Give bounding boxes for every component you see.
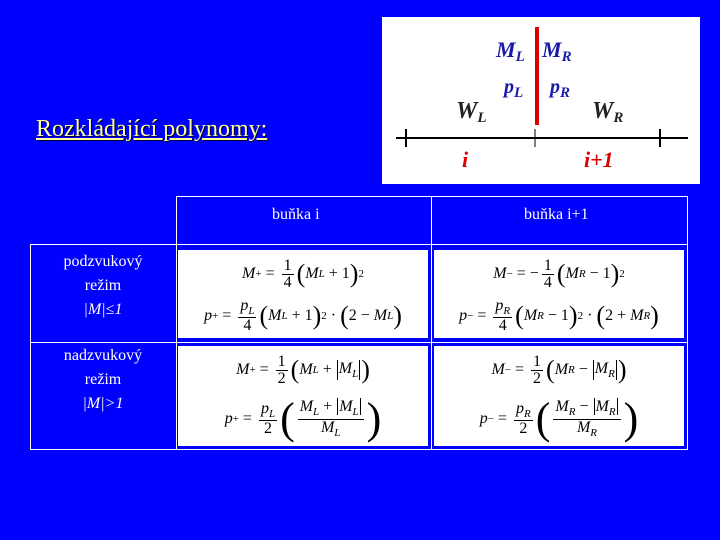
interface-diagram [382, 17, 700, 184]
grid-line-mid [30, 342, 688, 343]
row-subsonic-line2: režim [84, 277, 122, 294]
formula-supersonic-left [178, 346, 428, 446]
state-left-label: $W_L$ [456, 98, 487, 126]
formula-supersonic-right [434, 346, 684, 446]
formula-p-minus: p − = $\frac{p_R}{4}$ ( M R − 1 ) 2 · ( 2 + M R ) [459, 296, 659, 335]
diagram-lines [382, 17, 700, 184]
row-supersonic-label [30, 344, 176, 416]
formula-p-plus-super: p + = $\frac{p_L}{2}$ ( $\frac{M_L + M_L}{M_L}$ ) [224, 394, 382, 443]
grid-line-bottom [30, 449, 688, 450]
formula-subsonic-right [434, 250, 684, 338]
formula-m-minus-super: M − = $\frac{1}{2}$ ( M R − $M_R$ ) [491, 352, 627, 387]
row-supersonic-line2: režim [84, 371, 122, 388]
formula-m-plus: M + = $\frac{1}{4}$ ( M L + 1 ) 2 [242, 256, 364, 291]
polynomial-table [30, 196, 688, 450]
cell-i-label: i [462, 147, 469, 172]
header-cell-i: buňka i [272, 206, 320, 223]
row-subsonic-label [30, 250, 176, 322]
state-right-label: $W_R$ [592, 98, 624, 126]
grid-line-header [30, 244, 688, 245]
formula-m-plus-super: M + = $\frac{1}{2}$ ( M L + $M_L$ ) [236, 352, 370, 387]
formula-p-minus-super: p − = $\frac{p_R}{2}$ ( $\frac{M_R - M_R}{M_R}$ ) [479, 394, 639, 443]
pressure-right-label: $p_R$ [550, 76, 571, 101]
grid-line-top [176, 196, 688, 197]
formula-p-plus: p + = $\frac{p_L}{4}$ ( M L + 1 ) 2 · ( 2 − M L ) [204, 296, 402, 335]
row-supersonic-line1: nadzvukový [63, 347, 143, 364]
row-supersonic-line3: |M|>1 [82, 395, 124, 412]
formula-subsonic-left [178, 250, 428, 338]
mach-right-label: $M_R$ [542, 37, 572, 65]
slide-title: Rozkládající polynomy: [36, 116, 268, 142]
grid-line-col1 [176, 196, 177, 450]
header-cell-i1: buňka i+1 [524, 206, 589, 223]
grid-line-right [687, 196, 688, 450]
cell-i1-label: i+1 [584, 147, 614, 172]
mach-left-label: $M_L$ [496, 37, 525, 65]
pressure-left-label: $p_L$ [504, 76, 524, 101]
row-subsonic-line3: |M|≤1 [83, 301, 123, 318]
formula-m-minus: M − = − $\frac{1}{4}$ ( M R − 1 ) 2 [493, 256, 625, 291]
row-subsonic-line1: podzvukový [63, 253, 143, 270]
grid-line-col2 [431, 196, 432, 450]
